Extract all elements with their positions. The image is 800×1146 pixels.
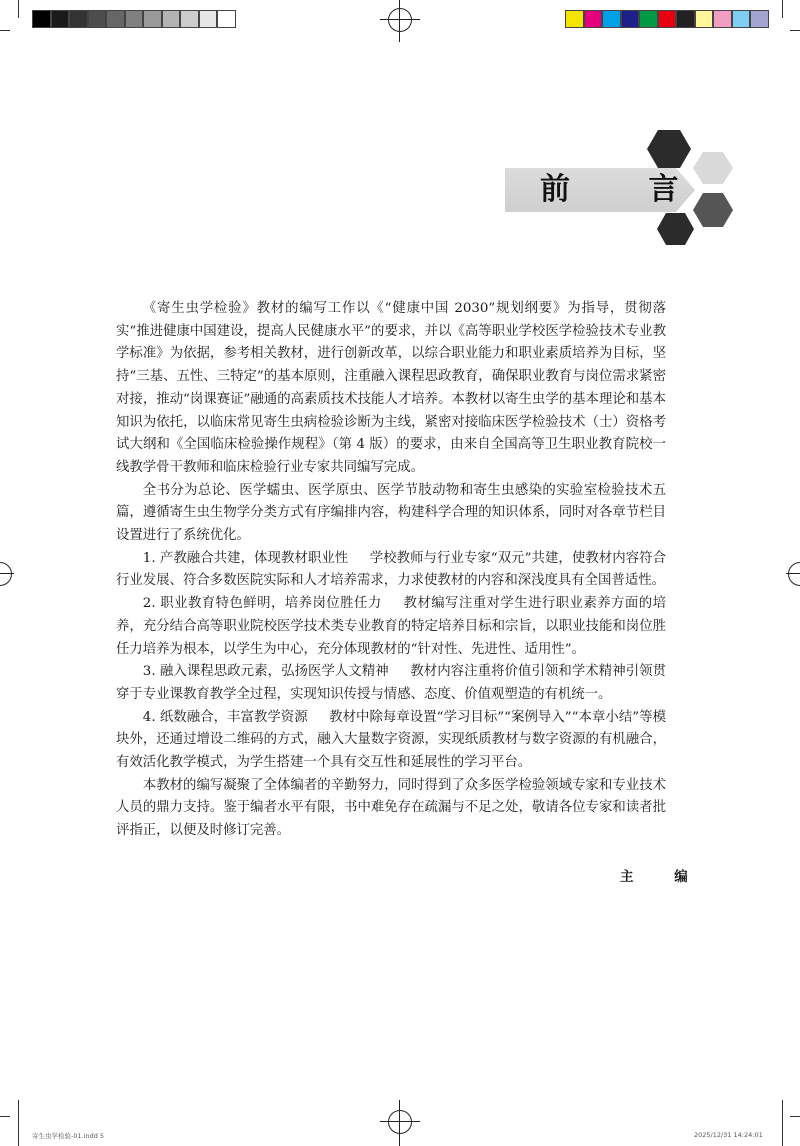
hexagon-dark-bottom bbox=[657, 213, 694, 245]
color-swatch bbox=[658, 10, 677, 28]
feature-heading: 3. 融入课程思政元素，弘扬医学人文精神 bbox=[142, 664, 389, 680]
color-swatch bbox=[584, 10, 603, 28]
feature-text: 教材中除每章设置“学习目标”“案例导入”“本章小结”等模块外，还通过增设二维码的方式，融入大量数字资源，实现纸质教材与数字资源的有机融合，有效活化教学模式，为学生搭建一个具有交互性和延展性的学习平台。 bbox=[116, 709, 666, 771]
gray-swatch bbox=[106, 10, 125, 28]
feature-text: 学校教师与行业专家“双元”共建，使教材内容符合行业发展、符合多数医院实际和人才培养需求，力求使教材的内容和深浅度具有全国普适性。 bbox=[116, 550, 666, 589]
gray-swatch bbox=[51, 10, 70, 28]
color-swatch bbox=[639, 10, 658, 28]
gray-swatch bbox=[32, 10, 51, 28]
footer-filename: 寄生虫学检验-01.indd 5 bbox=[32, 1132, 105, 1140]
gray-swatch bbox=[88, 10, 107, 28]
feature-text: 教材内容注重将价值引领和学术精神引领贯穿于专业课教育教学全过程，实现知识传授与情感、态度、价值观塑造的有机统一。 bbox=[116, 664, 667, 702]
feature-heading: 2. 职业教育特色鲜明，培养岗位胜任力 bbox=[142, 596, 382, 612]
feature-item bbox=[116, 548, 666, 593]
paragraph-closing: 本教材的编写凝聚了全体编者的辛勤努力，同时得到了众多医学检验领域专家和专业技术人员的鼎力支持。鉴于编者水平有限，书中难免存在疏漏与不足之处，敬请各位专家和读者批评指正，以便及时修订完善。 bbox=[116, 777, 666, 839]
gray-swatch bbox=[217, 10, 236, 28]
gray-swatch bbox=[125, 10, 144, 28]
preface-body bbox=[116, 298, 666, 843]
color-swatch bbox=[713, 10, 732, 28]
color-swatch bbox=[732, 10, 751, 28]
feature-item bbox=[116, 707, 666, 775]
hexagon-dark-top bbox=[647, 130, 691, 168]
color-swatch bbox=[621, 10, 640, 28]
color-swatch bbox=[565, 10, 584, 28]
feature-item bbox=[116, 593, 666, 661]
feature-heading: 1. 产教融合共建，体现教材职业性 bbox=[142, 550, 349, 566]
color-swatch bbox=[602, 10, 621, 28]
gray-swatch bbox=[162, 10, 181, 28]
footer-timestamp: 2025/12/31 14:24:01 bbox=[694, 1131, 763, 1139]
gray-swatch bbox=[199, 10, 218, 28]
page-title: 前 言 bbox=[540, 172, 713, 207]
gray-swatch bbox=[180, 10, 199, 28]
color-swatch bbox=[750, 10, 769, 28]
feature-heading: 4. 纸数融合，丰富教学资源 bbox=[142, 709, 308, 725]
gray-swatch bbox=[143, 10, 162, 28]
feature-item bbox=[116, 661, 666, 706]
feature-text: 教材编写注重对学生进行职业素养方面的培养，充分结合高等职业院校医学技术类专业教育的特定培养目标和宗旨，以职业技能和岗位胜任力培养为根本，以学生为中心，充分体现教材的“针对性、先进性、适用性”。 bbox=[116, 596, 666, 657]
signature: 主 编 bbox=[620, 869, 706, 885]
paragraph-structure: 全书分为总论、医学蠕虫、医学原虫、医学节肢动物和寄生虫感染的实验室检验技术五篇，遵循寄生虫生物学分类方式有序编排内容，构建科学合理的知识体系，同时对各章节栏目设置进行了系统优化。 bbox=[116, 482, 666, 544]
color-swatch bbox=[676, 10, 695, 28]
color-swatch bbox=[695, 10, 714, 28]
paragraph-intro: 《寄生虫学检验》教材的编写工作以《“健康中国 2030”规划纲要》为指导，贯彻落实“推进健康中国建设，提高人民健康水平”的要求，并以《高等职业学校医学检验技术专业教学标准》为依据，参考相关教材，进行创新改革，以综合职业能力和职业素质培养为目标，坚持“三基、五性、三特定”的基本原则，注重融入课程思政教育，确保职业教育与岗位需求紧密对接，推动“岗课赛证”融通的高素质技术技能人才培养。本教材以寄生虫学的基本理论和基本知识为依托，以临床常见寄生虫病检验诊断为主线，紧密对接临床医学检验技术（士）资格考试大纲和《全国临床检验操作规程》（第 4 版）的要求，由来自全国高等卫生职业教育院校一线教学骨干教师和临床检验行业专家共同编写完成。 bbox=[116, 301, 666, 475]
gray-swatch bbox=[69, 10, 88, 28]
